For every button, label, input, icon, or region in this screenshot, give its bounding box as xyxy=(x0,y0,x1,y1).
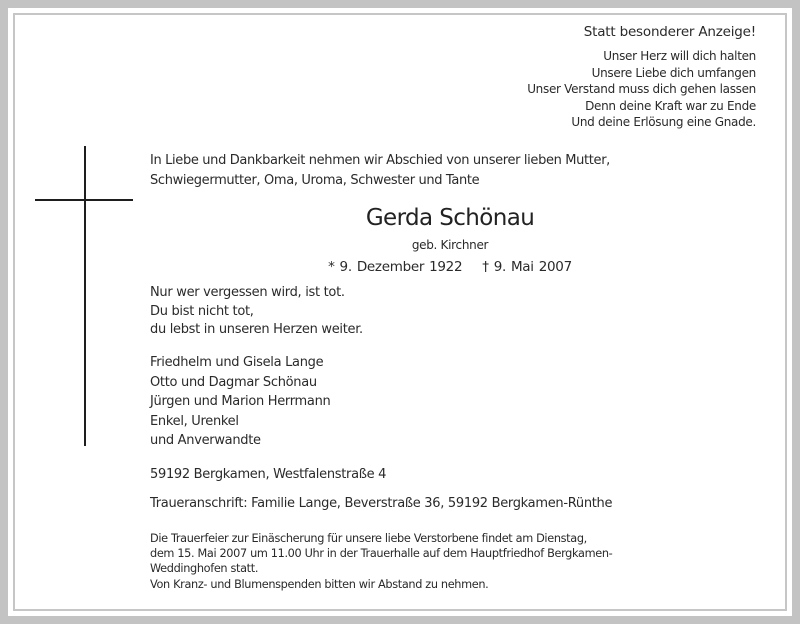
header-block xyxy=(527,24,756,131)
top-poem xyxy=(527,48,756,131)
cross-icon-vertical xyxy=(84,146,86,446)
notice-line: Von Kranz- und Blumenspenden bitten wir Abstand zu nehmen. xyxy=(150,577,489,591)
intro-line: In Liebe und Dankbarkeit nehmen wir Abschied von unserer lieben Mutter, xyxy=(150,153,610,168)
maiden-name: geb. Kirchner xyxy=(411,238,489,252)
deceased-name: Gerda Schönau xyxy=(365,205,535,231)
cross-icon-horizontal xyxy=(35,199,133,201)
quote-line: Du bist nicht tot, xyxy=(150,303,254,319)
header-title: Statt besonderer Anzeige! xyxy=(583,24,756,40)
obituary-notice xyxy=(8,8,792,616)
top-poem-line: Und deine Erlösung eine Gnade. xyxy=(571,115,756,129)
notice-line: Die Trauerfeier zur Einäscherung für unsere liebe Verstorbene findet am Dienstag, xyxy=(150,532,587,545)
notice-line: dem 15. Mai 2007 um 11.00 Uhr in der Trauerhalle auf dem Hauptfriedhof Bergkamen- xyxy=(150,547,613,561)
mourning-address: Traueranschrift: Familie Lange, Beverstraße 36, 59192 Bergkamen-Rünthe xyxy=(150,496,613,511)
home-address: 59192 Bergkamen, Westfalenstraße 4 xyxy=(150,467,387,482)
top-poem-line: Denn deine Kraft war zu Ende xyxy=(585,98,756,113)
mourner: Friedhelm und Gisela Lange xyxy=(150,355,324,370)
birth-date: * 9. Dezember 1922 xyxy=(328,259,463,275)
mourners-list xyxy=(150,353,330,451)
quote-line: du lebst in unseren Herzen weiter. xyxy=(150,322,363,337)
mourner: und Anverwandte xyxy=(150,433,261,448)
quote-block xyxy=(150,284,363,340)
mourner: Enkel, Urenkel xyxy=(150,413,239,429)
mourner: Jürgen und Marion Herrmann xyxy=(150,394,331,409)
funeral-notice xyxy=(150,531,612,592)
mourner: Otto und Dagmar Schönau xyxy=(150,374,317,390)
notice-line: Weddinghofen statt. xyxy=(150,562,259,576)
top-poem-line: Unsere Liebe dich umfangen xyxy=(591,65,756,80)
quote-line: Nur wer vergessen wird, ist tot. xyxy=(150,285,345,300)
life-dates xyxy=(150,259,750,275)
intro-text xyxy=(150,151,610,191)
top-poem-line: Unser Herz will dich halten xyxy=(603,49,756,63)
death-date: † 9. Mai 2007 xyxy=(482,259,572,275)
top-poem-line: Unser Verstand muss dich gehen lassen xyxy=(527,82,756,96)
intro-line: Schwiegermutter, Oma, Uroma, Schwester und Tante xyxy=(150,173,480,188)
